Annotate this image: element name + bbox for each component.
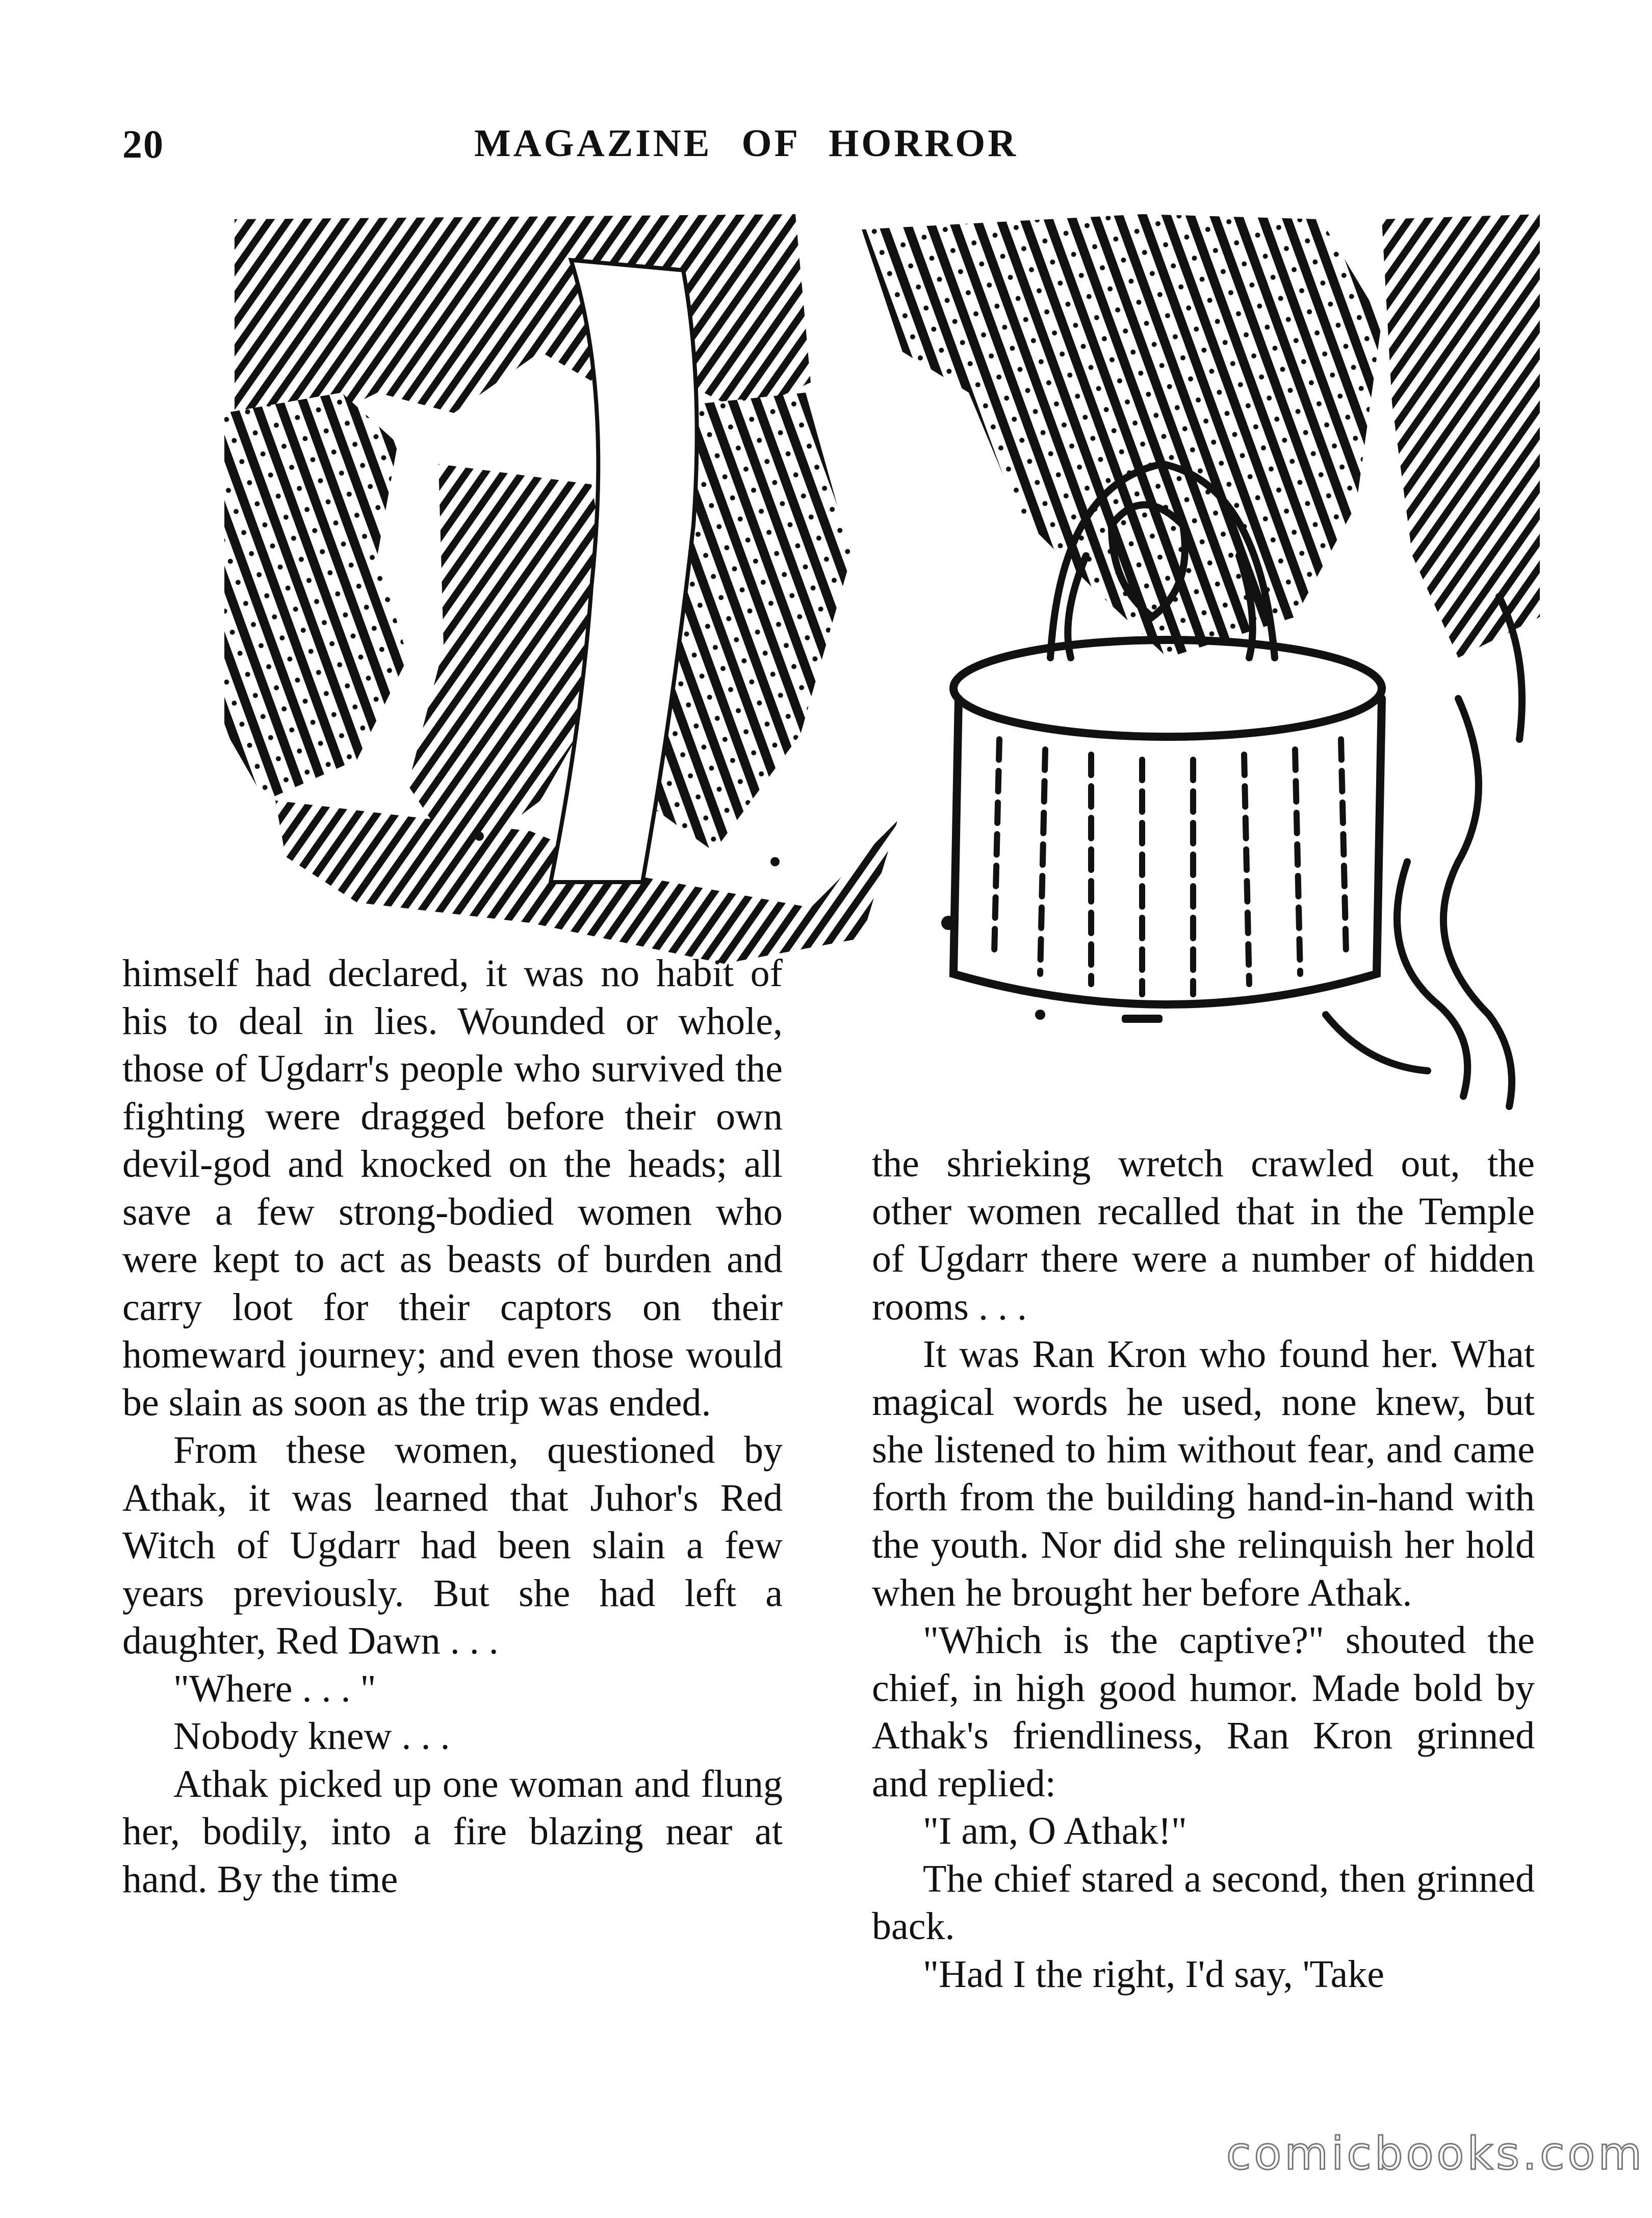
paragraph: "I am, O Athak!"	[923, 1810, 1187, 1852]
paragraph: "Where . . . "	[173, 1667, 376, 1710]
right-text-column	[872, 1140, 1535, 1998]
paragraph: Athak picked up one woman and flung her, bodily, into a fire blazing near at hand. By the time	[122, 1762, 783, 1901]
paragraph: The chief stared a second, then grinned back.	[872, 1857, 1535, 1948]
paragraph: "Which is the captive?" shouted the chief, in high good humor. Made bold by Athak's friendliness, Ran Kron grinned and replied:	[872, 1619, 1535, 1805]
paragraph: Nobody knew . . .	[173, 1715, 450, 1758]
running-head: MAGAZINE OF HORROR	[474, 122, 1019, 165]
paragraph: the shrieking wretch crawled out, the other women recalled that in the Temple of Ugdarr there were a number of hidden rooms . . .	[872, 1142, 1535, 1328]
left-text-column	[122, 950, 783, 1903]
page-number: 20	[122, 122, 164, 166]
paragraph: "Had I the right, I'd say, 'Take	[923, 1952, 1384, 1996]
paragraph: It was Ran Kron who found her. What magical words he used, none knew, but she listened to him without fear, and came forth from the building hand-in-hand with the youth. Nor did she relinquish her hold when he brought her before Athak.	[872, 1333, 1535, 1614]
watermark: comicbooks.com	[1226, 2127, 1645, 2180]
paragraph: From these women, questioned by Athak, it was learned that Juhor's Red Witch of Ugdarr had been slain a few years previously. But she had left a daughter, Red Dawn . . .	[122, 1429, 783, 1662]
paragraph: himself had declared, it was no habit of his to deal in lies. Wounded or whole, those of Ugdarr's people who survived the fighting were dragged before their own devil-god and knocked on the heads; all save a few strong-bodied women who were kept to act as beasts of burden and carry loot for their captors on their homeward journey; and even those would be slain as soon as the trip was ended.	[122, 952, 783, 1424]
